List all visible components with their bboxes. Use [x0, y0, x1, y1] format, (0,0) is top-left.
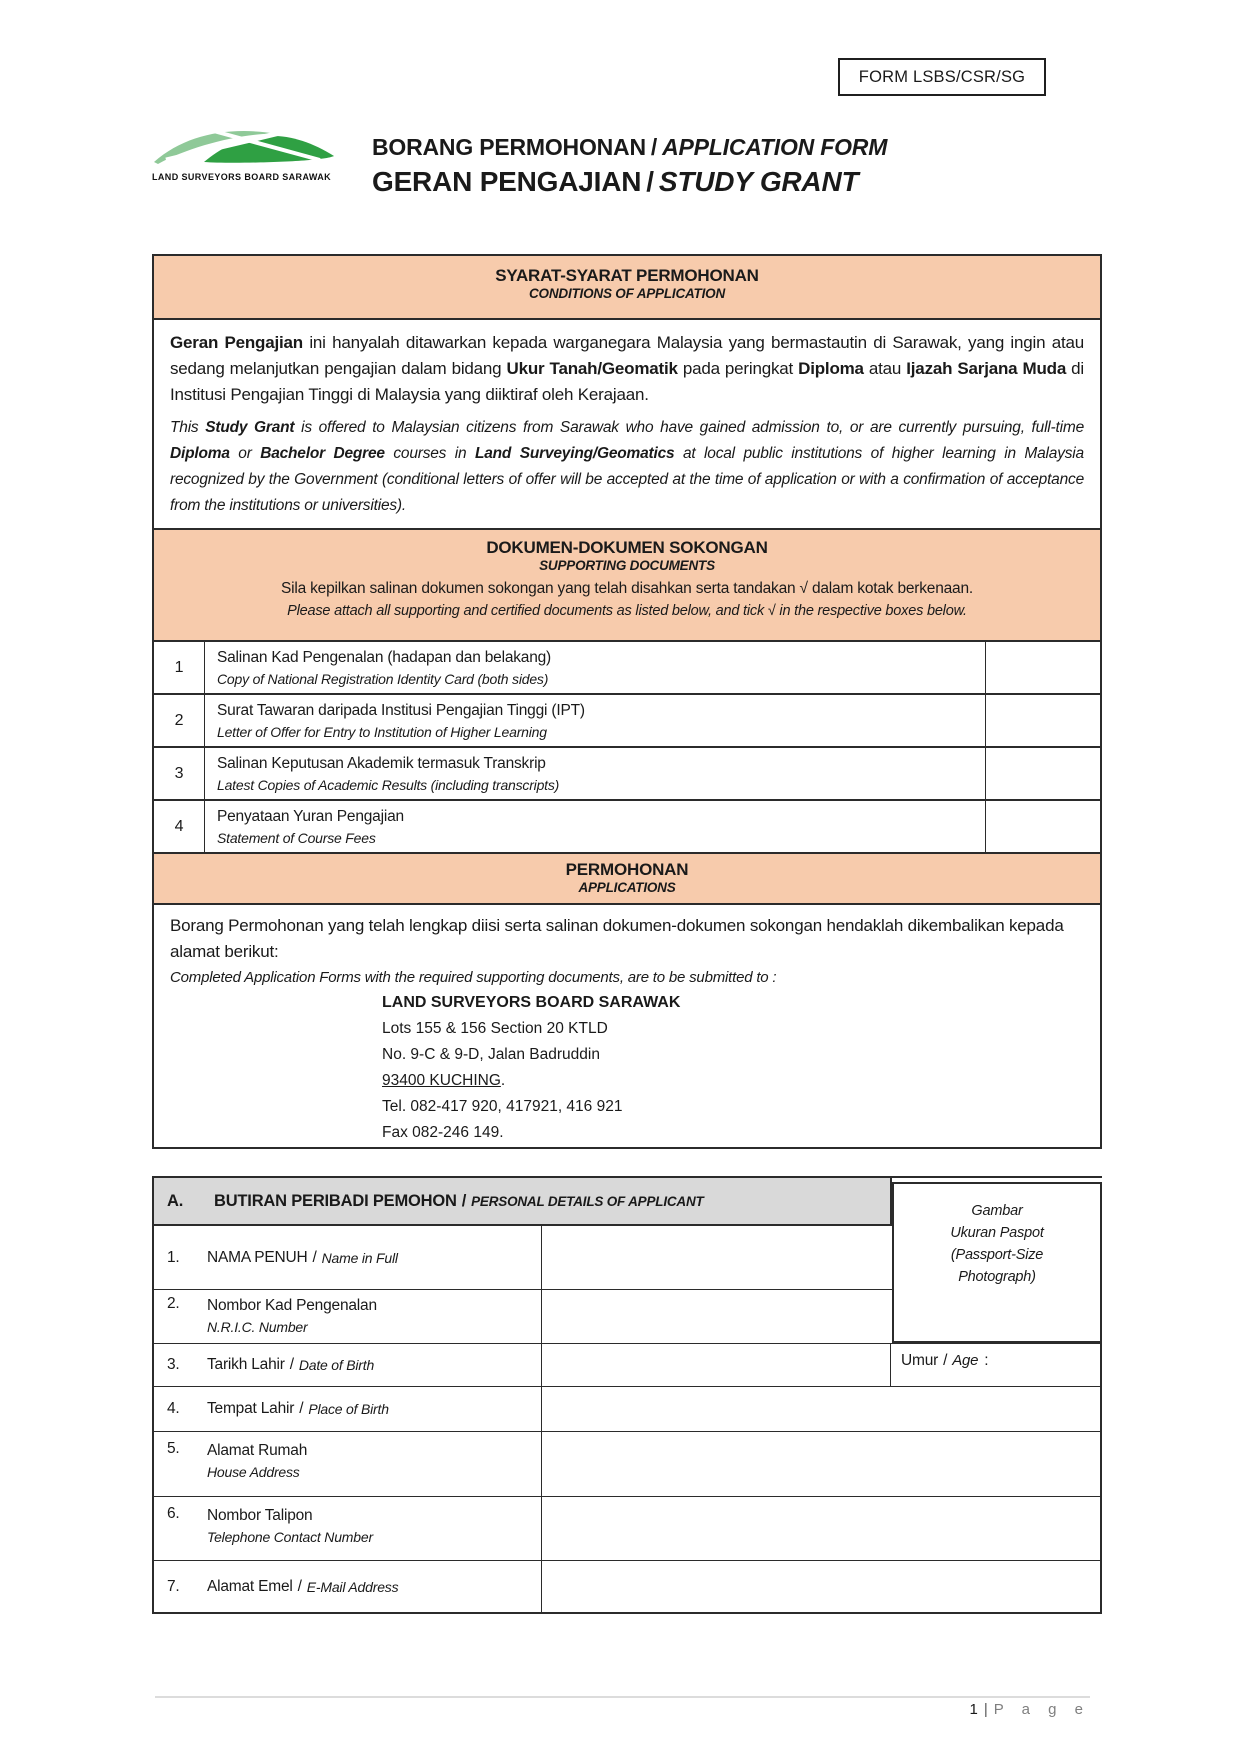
conditions-header-band: [152, 254, 1102, 320]
conditions-body: [152, 320, 1102, 530]
page-number: 1: [969, 1701, 978, 1718]
applications-header-band: [152, 854, 1102, 905]
document-row-2: [152, 695, 1102, 748]
document-2-ms: Surat Tawaran daripada Institusi Pengajian Tinggi (IPT): [217, 702, 585, 719]
personal-details-header: A. BUTIRAN PERIBADI PEMOHON / PERSONAL DETAILS OF APPLICANT: [152, 1176, 892, 1226]
field-3-label: Tarikh Lahir / Date of Birth: [207, 1356, 375, 1373]
document-3-ms: Salinan Keputusan Akademik termasuk Transkrip: [217, 755, 546, 772]
tick-box-3[interactable]: [985, 748, 1100, 799]
field-row-pob: [154, 1386, 1100, 1431]
age-label-en: Age: [952, 1352, 979, 1369]
address-line-1: Lots 155 & 156 Section 20 KTLD: [382, 1020, 608, 1037]
title-line-2: [372, 166, 887, 198]
document-3-en: Latest Copies of Academic Results (including transcripts): [217, 777, 560, 793]
field-2-label: Nombor Kad Pengenalan N.R.I.C. Number: [207, 1297, 377, 1335]
address-tel: Tel. 082-417 920, 417921, 416 921: [382, 1098, 623, 1115]
field-row-dob: [154, 1343, 1100, 1386]
docs-note-en: Please attach all supporting and certified documents as listed below, and tick √ in the respective boxes below.: [287, 603, 967, 619]
document-2-en: Letter of Offer for Entry to Institution of Higher Learning: [217, 724, 547, 740]
document-row-3-description: [205, 748, 985, 799]
document-1-ms: Salinan Kad Pengenalan (hadapan dan belakang): [217, 649, 552, 666]
lsbs-logo-icon: [152, 122, 352, 170]
conditions-paragraph-en: This Study Grant is offered to Malaysian citizens from Sarawak who have gained admission to, or are currently pursuing, full-time Diploma or Bachelor Degree courses in Land Surveying/Geomatics at local public institutions of higher learning in Malaysia recognized by the Government (conditional letters of offer will be accepted at the time of application or with a confirmation of acceptance from the institutions or universities).: [170, 419, 1084, 514]
address-city: 93400 KUCHING.: [382, 1072, 506, 1089]
tick-box-2[interactable]: [985, 695, 1100, 746]
field-row-home-address: [154, 1431, 1100, 1496]
age-cell[interactable]: Umur / Age :: [890, 1344, 1100, 1386]
document-row-4-description: [205, 801, 985, 852]
title-line2-en: STUDY GRANT: [658, 166, 859, 197]
passport-photo-box: Gambar Ukuran Paspot (Passport-Size Photograph): [892, 1182, 1102, 1343]
applications-heading-en: APPLICATIONS: [578, 880, 676, 895]
docs-heading-ms: DOKUMEN-DOKUMEN SOKONGAN: [486, 538, 768, 557]
field-7-number: 7.: [167, 1577, 180, 1595]
section-letter: A.: [167, 1191, 184, 1210]
field-row-email: [154, 1560, 1100, 1612]
lsbs-logo: [152, 122, 352, 182]
title-line-1: [372, 134, 887, 161]
telephone-input-cell[interactable]: [542, 1497, 1100, 1560]
personal-details-section: [152, 1176, 1102, 1595]
submission-address: [382, 990, 1084, 1146]
field-1-label: NAMA PENUH / Name in Full: [207, 1248, 398, 1266]
document-row-1-number: 1: [154, 642, 205, 693]
document-row-4-number: 4: [154, 801, 205, 852]
page-word: P a g e: [993, 1701, 1090, 1718]
applications-body: [152, 905, 1102, 1149]
document-4-ms: Penyataan Yuran Pengajian: [217, 808, 404, 825]
document-row-1: [152, 642, 1102, 695]
docs-note-ms: Sila kepilkan salinan dokumen sokongan yang telah disahkan serta tandakan √ dalam kotak berkenaan.: [280, 580, 974, 597]
document-1-en: Copy of National Registration Identity Card (both sides): [217, 671, 549, 687]
form-body: [152, 254, 1102, 1149]
supporting-documents-band: [152, 530, 1102, 642]
home-address-input-cell[interactable]: [542, 1432, 1100, 1496]
applications-heading-ms: PERMOHONAN: [565, 860, 689, 879]
address-fax: Fax 082-246 149.: [382, 1124, 504, 1141]
document-row-4: [152, 801, 1102, 854]
personal-heading-ms: BUTIRAN PERIBADI PEMOHON: [214, 1191, 457, 1210]
conditions-paragraph-ms: Geran Pengajian ini hanyalah ditawarkan kepada warganegara Malaysia yang bermastautin di Sarawak, yang ingin atau sedang melanjutkan pengajian dalam bidang Ukur Tanah/Geomatik pada peringkat Diploma atau Ijazah Sarjana Muda di Institusi Pengajian Tinggi di Malaysia yang diiktiraf oleh Kerajaan.: [170, 333, 1084, 404]
document-row-1-description: [205, 642, 985, 693]
title-line1-ms: BORANG PERMOHONAN: [372, 134, 646, 160]
title-slash2: /: [646, 166, 654, 197]
form-code-box: [838, 58, 1046, 96]
address-name: LAND SURVEYORS BOARD SARAWAK: [382, 994, 681, 1011]
field-4-label: Tempat Lahir / Place of Birth: [207, 1400, 389, 1417]
docs-heading-en: SUPPORTING DOCUMENTS: [539, 558, 715, 573]
applications-paragraph-en: Completed Application Forms with the required supporting documents, are to be submitted to :: [170, 969, 777, 986]
tick-box-4[interactable]: [985, 801, 1100, 852]
title-slash: /: [650, 134, 658, 160]
document-title: [372, 134, 887, 198]
footer-rule: [155, 1696, 1090, 1698]
address-line-2: No. 9-C & 9-D, Jalan Badruddin: [382, 1046, 600, 1063]
field-3-number: 3.: [167, 1356, 180, 1373]
field-4-number: 4.: [167, 1400, 180, 1417]
document-4-en: Statement of Course Fees: [217, 830, 376, 846]
tick-box-1[interactable]: [985, 642, 1100, 693]
form-code: FORM LSBS/CSR/SG: [858, 67, 1026, 86]
field-5-number: 5.: [167, 1440, 180, 1457]
document-row-3-number: 3: [154, 748, 205, 799]
logo-caption: LAND SURVEYORS BOARD SARAWAK: [152, 172, 332, 182]
field-7-label: Alamat Emel / E-Mail Address: [207, 1577, 399, 1595]
document-row-3: [152, 748, 1102, 801]
title-line2-ms: GERAN PENGAJIAN: [372, 166, 642, 197]
conditions-heading-ms: SYARAT-SYARAT PERMOHONAN: [495, 266, 759, 285]
applications-paragraph-ms: Borang Permohonan yang telah lengkap diisi serta salinan dokumen-dokumen sokongan hendaklah dikembalikan kepada alamat berikut:: [170, 916, 1064, 961]
document-row-2-description: [205, 695, 985, 746]
age-label-ms: Umur: [901, 1352, 939, 1369]
personal-heading-en: PERSONAL DETAILS OF APPLICANT: [471, 1193, 704, 1209]
field-1-number: 1.: [167, 1248, 180, 1266]
field-row-telephone: [154, 1496, 1100, 1560]
dob-input-cell[interactable]: [542, 1344, 890, 1386]
conditions-heading-en: CONDITIONS OF APPLICATION: [529, 286, 725, 301]
page-footer: 1 | P a g e: [969, 1701, 1090, 1718]
field-6-label: Nombor Talipon Telephone Contact Number: [207, 1507, 373, 1545]
pob-input-cell[interactable]: [542, 1387, 1100, 1431]
field-5-label: Alamat Rumah House Address: [207, 1442, 308, 1480]
title-line1-en: APPLICATION FORM: [662, 134, 888, 160]
field-2-number: 2.: [167, 1295, 180, 1312]
table-top-border: [892, 1176, 1102, 1178]
email-input-cell[interactable]: [542, 1561, 1100, 1612]
document-row-2-number: 2: [154, 695, 205, 746]
field-6-number: 6.: [167, 1505, 180, 1522]
